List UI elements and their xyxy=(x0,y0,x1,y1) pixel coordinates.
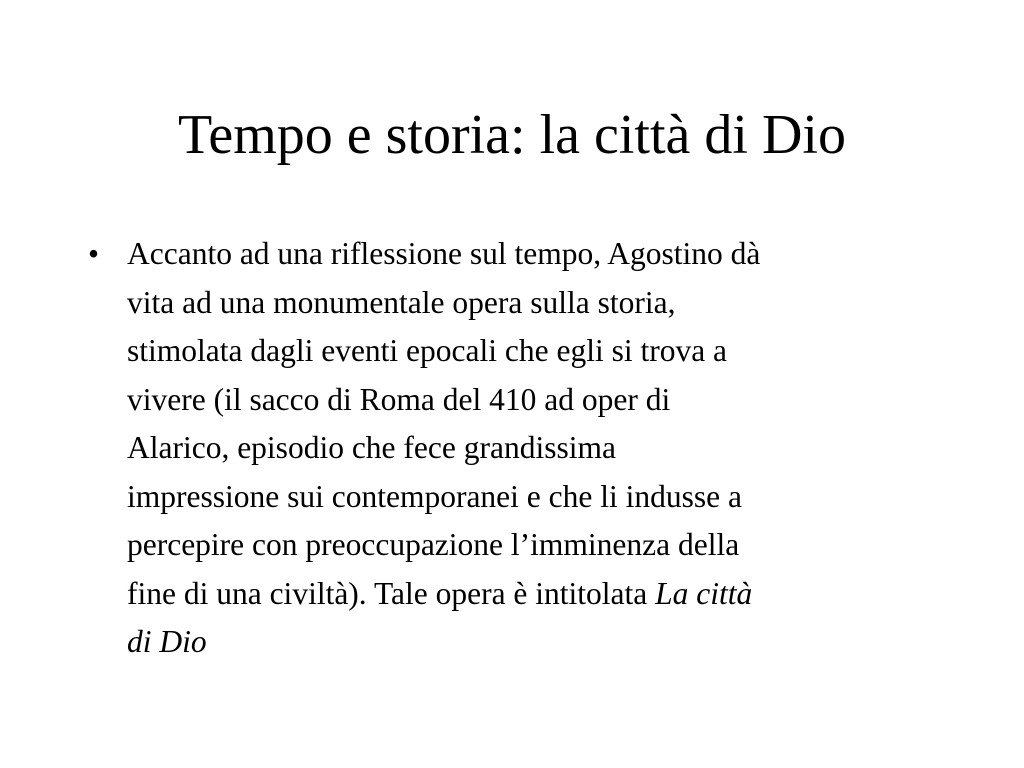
bullet-text-line: vivere (il sacco di Roma del 410 ad oper di xyxy=(127,381,671,417)
bullet-text-line xyxy=(127,570,938,619)
bullet-text-line: vita ad una monumentale opera sulla storia, xyxy=(127,284,676,320)
book-title-italic: La città xyxy=(655,575,753,611)
bullet-text-line: percepire con preoccupazione l’imminenza della xyxy=(127,527,740,562)
bullet-text-line: impressione sui contemporanei e che li indusse a xyxy=(127,478,742,514)
book-title-italic: di Dio xyxy=(127,624,207,659)
bullet-icon: • xyxy=(88,236,100,271)
bullet-item xyxy=(88,230,938,667)
bullet-text-line: Accanto ad una riflessione sul tempo, Agostino dà xyxy=(127,236,761,271)
bullet-list xyxy=(88,230,938,667)
bullet-text-line xyxy=(127,618,938,667)
slide-title: Tempo e storia: la città di Dio xyxy=(178,104,846,166)
bullet-text-plain: fine di una civiltà). Tale opera è intitolata xyxy=(127,575,656,611)
bullet-text-line: stimolata dagli eventi epocali che egli si trova a xyxy=(127,333,728,368)
bullet-text-line: Alarico, episodio che fece grandissima xyxy=(127,430,616,465)
